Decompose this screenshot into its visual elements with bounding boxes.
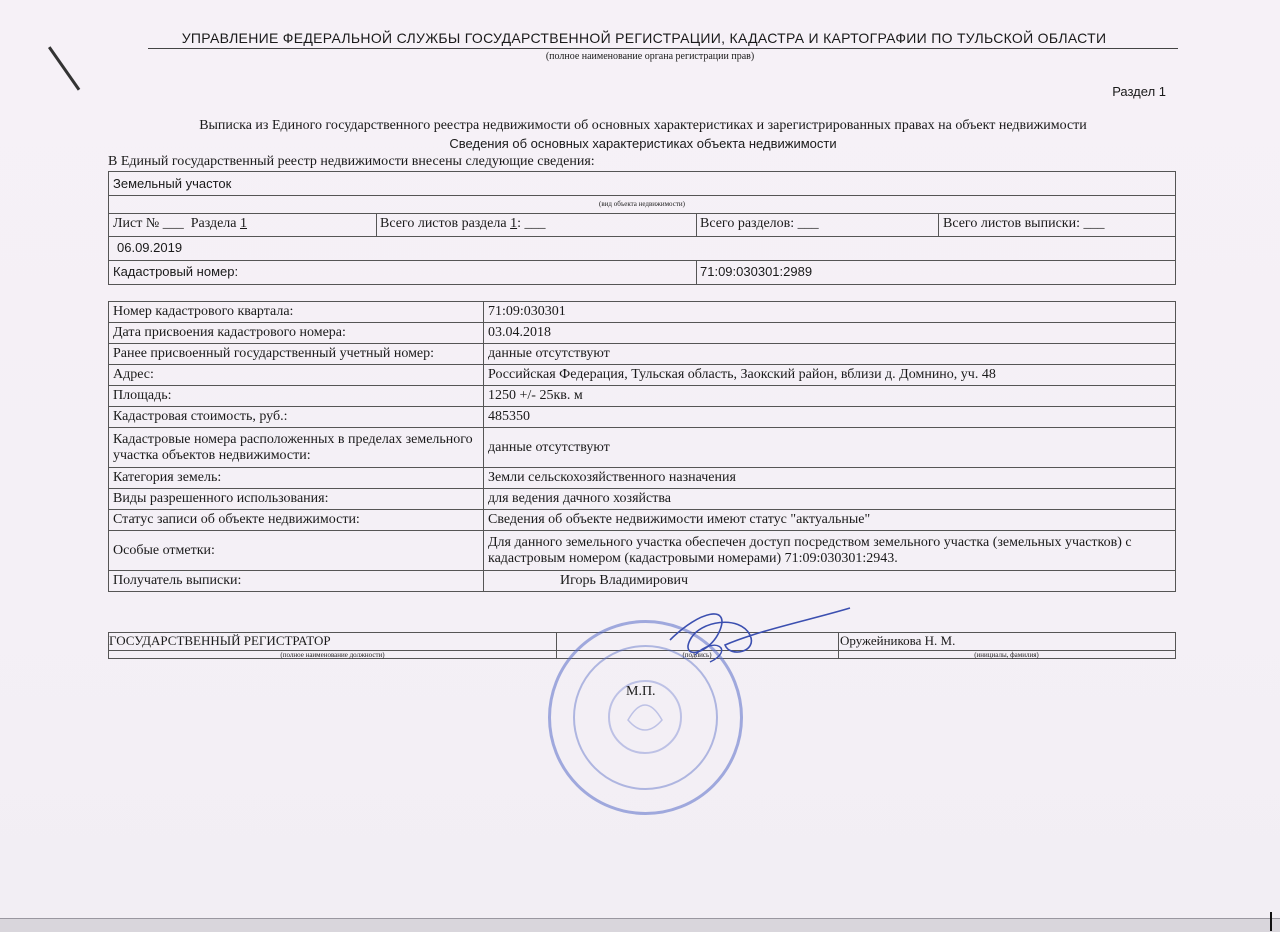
registrar-position: ГОСУДАРСТВЕННЫЙ РЕГИСТРАТОР bbox=[109, 633, 331, 648]
field-value: Российская Федерация, Тульская область, Заокский район, вблизи д. Домнино, уч. 48 bbox=[484, 365, 1176, 386]
table-row bbox=[109, 323, 1176, 344]
table-row bbox=[109, 407, 1176, 428]
field-value: Игорь Владимирович bbox=[484, 571, 1176, 592]
table-row bbox=[109, 386, 1176, 407]
field-value: Земли сельскохозяйственного назначения bbox=[484, 468, 1176, 489]
divider bbox=[109, 195, 1175, 196]
object-header-table bbox=[108, 171, 1176, 285]
table-row bbox=[109, 302, 1176, 323]
field-value: для ведения дачного хозяйства bbox=[484, 489, 1176, 510]
registrar-name: Оружейникова Н. М. bbox=[840, 633, 956, 648]
signature-caption: (подпись) bbox=[682, 651, 712, 659]
scan-edge bbox=[0, 918, 1280, 932]
signature bbox=[640, 600, 860, 680]
field-label: Особые отметки: bbox=[109, 531, 484, 571]
field-label: Кадастровая стоимость, руб.: bbox=[109, 407, 484, 428]
details-table bbox=[108, 301, 1176, 592]
table-row bbox=[109, 489, 1176, 510]
document-title: Выписка из Единого государственного реестра недвижимости об основных характеристиках и зарегистрированных правах на объект недвижимости bbox=[199, 118, 1087, 133]
document-subtitle: Сведения об основных характеристиках объекта недвижимости bbox=[449, 136, 837, 151]
field-value: 71:09:030301 bbox=[484, 302, 1176, 323]
table-row bbox=[109, 510, 1176, 531]
field-label: Статус записи об объекте недвижимости: bbox=[109, 510, 484, 531]
table-row bbox=[109, 531, 1176, 571]
field-value: данные отсутствуют bbox=[484, 428, 1176, 468]
section-label: Раздел 1 bbox=[1112, 84, 1166, 99]
seal-label: М.П. bbox=[626, 684, 656, 699]
scan-edge-mark bbox=[1270, 912, 1272, 931]
field-value: данные отсутствуют bbox=[484, 344, 1176, 365]
table-row bbox=[109, 468, 1176, 489]
field-label: Виды разрешенного использования: bbox=[109, 489, 484, 510]
divider bbox=[109, 260, 1175, 261]
field-label: Категория земель: bbox=[109, 468, 484, 489]
object-type-caption: (вид объекта недвижимости) bbox=[599, 200, 685, 208]
divider bbox=[109, 213, 1175, 214]
position-caption: (полное наименование должности) bbox=[280, 651, 385, 659]
field-value: Сведения об объекте недвижимости имеют статус "актуальные" bbox=[484, 510, 1176, 531]
field-value: Для данного земельного участка обеспечен доступ посредством земельного участка (земельных участков) с кадастровым номером (кадастровыми номерами) 71:09:030301:2943. bbox=[484, 531, 1176, 571]
field-label: Ранее присвоенный государственный учетный номер: bbox=[109, 344, 484, 365]
sheets-total: Всего листов выписки: ___ bbox=[943, 216, 1105, 231]
organization-caption: (полное наименование органа регистрации прав) bbox=[545, 51, 755, 62]
sheet-number: Лист № ___ Раздела 1 bbox=[113, 216, 248, 231]
divider bbox=[696, 213, 697, 236]
table-row bbox=[109, 571, 1176, 592]
divider bbox=[376, 213, 377, 236]
organization-name: УПРАВЛЕНИЕ ФЕДЕРАЛЬНОЙ СЛУЖБЫ ГОСУДАРСТВЕННОЙ РЕГИСТРАЦИИ, КАДАСТРА И КАРТОГРАФИИ ПО ТУЛЬСКОЙ ОБЛАСТИ bbox=[181, 30, 1107, 46]
field-label: Номер кадастрового квартала: bbox=[109, 302, 484, 323]
sheets-in-section: Всего листов раздела 1: ___ bbox=[380, 216, 546, 231]
table-row bbox=[109, 428, 1176, 468]
intro-text: В Единый государственный реестр недвижимости внесены следующие сведения: bbox=[108, 154, 595, 169]
table-row bbox=[109, 344, 1176, 365]
field-label: Площадь: bbox=[109, 386, 484, 407]
divider bbox=[696, 260, 697, 285]
field-label: Дата присвоения кадастрового номера: bbox=[109, 323, 484, 344]
cadastral-number-value: 71:09:030301:2989 bbox=[700, 264, 813, 279]
divider bbox=[938, 213, 939, 236]
table-row bbox=[109, 365, 1176, 386]
header-underline bbox=[148, 48, 1178, 49]
cadastral-number-label: Кадастровый номер: bbox=[113, 264, 239, 279]
field-value: 1250 +/- 25кв. м bbox=[484, 386, 1176, 407]
field-value: 03.04.2018 bbox=[484, 323, 1176, 344]
name-caption: (инициалы, фамилия) bbox=[974, 651, 1039, 659]
sections-total: Всего разделов: ___ bbox=[700, 216, 819, 231]
field-label: Получатель выписки: bbox=[109, 571, 484, 592]
field-value: 485350 bbox=[484, 407, 1176, 428]
object-type: Земельный участок bbox=[113, 176, 232, 191]
document-date: 06.09.2019 bbox=[117, 240, 183, 255]
field-label: Адрес: bbox=[109, 365, 484, 386]
field-label: Кадастровые номера расположенных в пределах земельного участка объектов недвижимости: bbox=[109, 428, 484, 468]
divider bbox=[109, 236, 1175, 237]
